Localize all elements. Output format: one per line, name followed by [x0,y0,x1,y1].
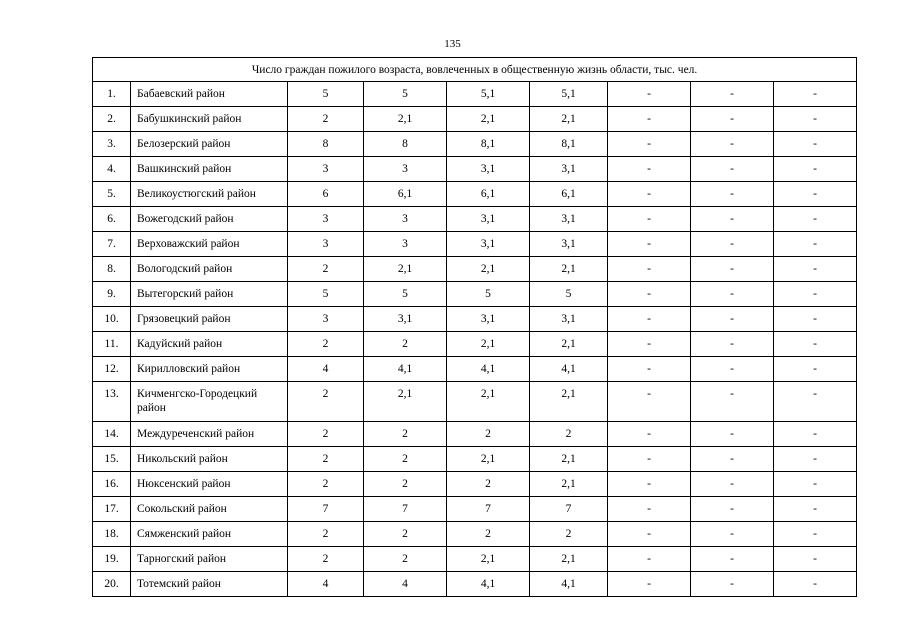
value-cell: 3 [364,157,447,182]
row-number: 14. [93,422,131,447]
value-cell: - [608,357,691,382]
value-cell: 6,1 [364,182,447,207]
row-number: 9. [93,282,131,307]
table-row [93,257,857,282]
row-number: 4. [93,157,131,182]
district-name: Вологодский район [131,257,288,282]
value-cell: 3,1 [530,207,608,232]
district-name: Грязовецкий район [131,307,288,332]
value-cell: 2,1 [364,382,447,422]
value-cell: 2 [288,447,364,472]
district-name: Тотемский район [131,572,288,597]
value-cell: - [691,257,774,282]
value-cell: - [774,157,857,182]
value-cell: 2 [288,257,364,282]
value-cell: - [608,232,691,257]
value-cell: 2 [447,522,530,547]
value-cell: 2,1 [530,447,608,472]
value-cell: - [608,472,691,497]
table-row [93,382,857,422]
table-row [93,497,857,522]
value-cell: 2 [447,472,530,497]
value-cell: 4,1 [447,572,530,597]
value-cell: 2,1 [447,332,530,357]
table-row [93,157,857,182]
value-cell: 2 [364,332,447,357]
value-cell: - [608,282,691,307]
value-cell: 2,1 [530,257,608,282]
row-number: 7. [93,232,131,257]
value-cell: 5 [364,82,447,107]
district-name: Вашкинский район [131,157,288,182]
value-cell: 3 [288,157,364,182]
caption-row [93,58,857,82]
value-cell: 6 [288,182,364,207]
value-cell: 3,1 [530,157,608,182]
page-number: 135 [444,38,461,50]
value-cell: 5 [288,82,364,107]
value-cell: - [774,572,857,597]
district-name: Нюксенский район [131,472,288,497]
value-cell: - [774,132,857,157]
value-cell: 5 [530,282,608,307]
value-cell: - [691,307,774,332]
table-row [93,472,857,497]
value-cell: - [691,107,774,132]
value-cell: - [774,82,857,107]
row-number: 8. [93,257,131,282]
value-cell: - [691,522,774,547]
value-cell: - [774,422,857,447]
district-name: Сямженский район [131,522,288,547]
row-number: 2. [93,107,131,132]
value-cell: - [691,422,774,447]
value-cell: - [608,157,691,182]
value-cell: 2,1 [530,472,608,497]
value-cell: 6,1 [530,182,608,207]
value-cell: - [608,447,691,472]
row-number: 18. [93,522,131,547]
value-cell: - [774,257,857,282]
value-cell: - [691,182,774,207]
value-cell: 2 [364,472,447,497]
value-cell: 2 [530,522,608,547]
value-cell: - [774,107,857,132]
value-cell: - [608,107,691,132]
value-cell: 2,1 [530,382,608,422]
district-name: Никольский район [131,447,288,472]
value-cell: 3,1 [447,207,530,232]
row-number: 17. [93,497,131,522]
value-cell: 4,1 [530,357,608,382]
value-cell: 3 [288,307,364,332]
value-cell: 7 [364,497,447,522]
row-number: 1. [93,82,131,107]
value-cell: - [608,497,691,522]
district-name: Белозерский район [131,132,288,157]
value-cell: 2 [288,522,364,547]
district-name: Кичменгско-Городецкий район [131,382,288,422]
table-row [93,522,857,547]
row-number: 5. [93,182,131,207]
value-cell: 8,1 [530,132,608,157]
table-row [93,332,857,357]
value-cell: 3,1 [447,157,530,182]
value-cell: 5,1 [447,82,530,107]
value-cell: - [608,547,691,572]
value-cell: 4 [364,572,447,597]
value-cell: - [691,572,774,597]
value-cell: - [608,382,691,422]
value-cell: 2 [530,422,608,447]
district-name: Вожегодский район [131,207,288,232]
table-row [93,422,857,447]
value-cell: 2 [288,547,364,572]
value-cell: - [691,547,774,572]
value-cell: 4,1 [364,357,447,382]
value-cell: 2 [364,522,447,547]
value-cell: 7 [447,497,530,522]
value-cell: 2,1 [530,547,608,572]
table-row [93,207,857,232]
value-cell: 3,1 [364,307,447,332]
data-table [92,57,857,597]
value-cell: 4 [288,572,364,597]
district-name: Верховажский район [131,232,288,257]
value-cell: - [608,182,691,207]
value-cell: - [691,382,774,422]
district-name: Вытегорский район [131,282,288,307]
value-cell: - [608,422,691,447]
value-cell: - [691,357,774,382]
value-cell: 2,1 [447,107,530,132]
value-cell: - [774,357,857,382]
value-cell: 3 [288,207,364,232]
row-number: 20. [93,572,131,597]
value-cell: - [691,472,774,497]
value-cell: 7 [288,497,364,522]
table-row [93,82,857,107]
value-cell: - [691,282,774,307]
value-cell: - [774,497,857,522]
value-cell: 2 [364,547,447,572]
district-name: Кадуйский район [131,332,288,357]
district-name: Бабаевский район [131,82,288,107]
value-cell: - [774,282,857,307]
value-cell: 5 [447,282,530,307]
district-name: Междуреченский район [131,422,288,447]
value-cell: - [608,82,691,107]
value-cell: 2,1 [530,332,608,357]
row-number: 12. [93,357,131,382]
table-row [93,107,857,132]
value-cell: - [608,207,691,232]
value-cell: - [608,332,691,357]
value-cell: 5 [364,282,447,307]
value-cell: 5,1 [530,82,608,107]
table-row [93,282,857,307]
value-cell: - [774,447,857,472]
value-cell: 2,1 [364,257,447,282]
value-cell: 3 [288,232,364,257]
value-cell: - [691,497,774,522]
table-row [93,132,857,157]
row-number: 10. [93,307,131,332]
row-number: 11. [93,332,131,357]
value-cell: - [608,522,691,547]
row-number: 15. [93,447,131,472]
row-number: 16. [93,472,131,497]
value-cell: 2 [288,332,364,357]
value-cell: 2 [288,422,364,447]
value-cell: - [774,232,857,257]
value-cell: 3 [364,232,447,257]
table-row [93,572,857,597]
value-cell: 2 [288,107,364,132]
value-cell: - [774,382,857,422]
value-cell: - [774,522,857,547]
value-cell: 2 [288,382,364,422]
value-cell: 5 [288,282,364,307]
table-row [93,182,857,207]
value-cell: - [608,307,691,332]
value-cell: - [691,232,774,257]
value-cell: 2,1 [447,447,530,472]
value-cell: 2,1 [530,107,608,132]
value-cell: - [691,157,774,182]
value-cell: 8 [288,132,364,157]
value-cell: 4,1 [530,572,608,597]
value-cell: 4,1 [447,357,530,382]
value-cell: 3,1 [447,307,530,332]
value-cell: - [774,182,857,207]
value-cell: 2 [364,447,447,472]
row-number: 6. [93,207,131,232]
value-cell: 2,1 [447,547,530,572]
table-row [93,447,857,472]
value-cell: 3 [364,207,447,232]
value-cell: 2,1 [364,107,447,132]
value-cell: - [691,82,774,107]
value-cell: - [608,572,691,597]
value-cell: 3,1 [530,232,608,257]
value-cell: - [774,307,857,332]
value-cell: - [691,447,774,472]
value-cell: 2,1 [447,257,530,282]
table-row [93,357,857,382]
value-cell: 8,1 [447,132,530,157]
value-cell: - [774,207,857,232]
district-name: Кирилловский район [131,357,288,382]
value-cell: 2 [288,472,364,497]
table-row [93,232,857,257]
row-number: 19. [93,547,131,572]
value-cell: 4 [288,357,364,382]
row-number: 3. [93,132,131,157]
value-cell: 3,1 [530,307,608,332]
value-cell: 6,1 [447,182,530,207]
value-cell: 2 [364,422,447,447]
table-row [93,307,857,332]
district-name: Тарногский район [131,547,288,572]
value-cell: - [691,207,774,232]
district-name: Великоустюгский район [131,182,288,207]
value-cell: 8 [364,132,447,157]
value-cell: - [608,132,691,157]
value-cell: - [691,132,774,157]
district-name: Бабушкинский район [131,107,288,132]
district-name: Сокольский район [131,497,288,522]
value-cell: 7 [530,497,608,522]
value-cell: - [774,332,857,357]
value-cell: - [608,257,691,282]
value-cell: 3,1 [447,232,530,257]
value-cell: - [691,332,774,357]
table-caption: Число граждан пожилого возраста, вовлеченных в общественную жизнь области, тыс. чел. [93,58,857,82]
table-row [93,547,857,572]
row-number: 13. [93,382,131,422]
value-cell: 2,1 [447,382,530,422]
value-cell: - [774,472,857,497]
value-cell: - [774,547,857,572]
value-cell: 2 [447,422,530,447]
